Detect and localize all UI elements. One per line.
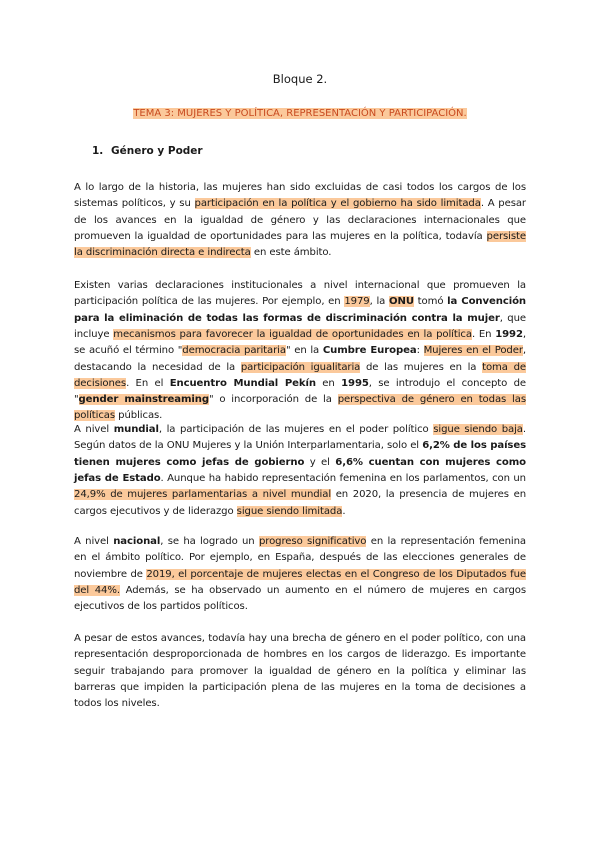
bold-text: 6,2% de los países tienen mujeres como jefas de gobierno (74, 440, 526, 468)
text-segment: en 2020, la presencia de mujeres en cargos ejecutivos y de liderazgo (74, 489, 527, 517)
text-segment: , se introdujo el concepto de " (74, 377, 527, 406)
text-segment: A nivel (74, 536, 114, 548)
block-title: Bloque 2. (272, 72, 328, 86)
text-segment: en (315, 377, 342, 389)
text-segment: , la participación de las mujeres en el poder político (158, 424, 434, 436)
highlighted-text: mecanismos para favorecer la igualdad de oportunidades en la política (113, 328, 472, 340)
section-title: Género y Poder (111, 145, 203, 157)
highlighted-text: progreso significativo (258, 536, 367, 548)
highlighted-text: participación en la política y el gobierno ha sido limitada (194, 198, 481, 210)
highlighted-text: ONU (389, 296, 414, 308)
bold-text: 1992 (495, 328, 523, 340)
bold-text: 1995 (341, 377, 369, 389)
highlighted-text: toma de decisiones (74, 361, 526, 389)
text-segment: Existen varias declaraciones institucionales a nivel internacional que promueven la participación política de las mujeres. Por ejemplo, en (74, 280, 526, 308)
highlighted-text: persiste la discriminación directa e indirecta (74, 230, 526, 259)
text-segment: . Según datos de la ONU Mujeres y la Unión Interparlamentaria, solo el (74, 424, 526, 452)
highlighted-text: democracia paritaria (182, 345, 286, 357)
highlighted-text: participación igualitaria (240, 361, 361, 373)
highlighted-text: 1979 (344, 296, 370, 308)
paragraph-1 (74, 180, 526, 261)
highlighted-text: perspectiva de género en todas las políticas (74, 394, 526, 422)
text-segment: Además, se ha observado un aumento en el número de mujeres en cargos ejecutivos de los partidos políticos. (74, 584, 526, 613)
text-segment: . (342, 505, 346, 517)
bold-text: 6,6% cuentan con mujeres como jefas de Estado (74, 456, 526, 484)
text-segment: . Aunque ha habido representación femenina en los parlamentos, con un (160, 472, 526, 484)
text-segment: A nivel (74, 424, 114, 436)
text-segment: . En el (126, 377, 170, 389)
bold-text: mundial (113, 424, 159, 436)
text-segment: A pesar de estos avances, todavía hay una brecha de género en el poder político, con una representación desproporcionada de hombres en los cargos de liderazgo. Es importante seguir trabajando para promover la igualdad de género en la política y eliminar las barreras que impiden la participación plena de las mujeres en la toma de decisiones a todos los niveles. (74, 633, 526, 710)
highlighted-text: 24,9% de mujeres parlamentarias a nivel mundial (74, 489, 332, 501)
highlighted-text: 2019, el porcentaje de mujeres electas en el Congreso de los Diputados fue del 44%. (74, 568, 526, 596)
text-segment: " en la (285, 345, 323, 357)
bold-text: Cumbre Europea (322, 345, 417, 357)
paragraph-3 (74, 422, 526, 520)
text-segment: de las mujeres en la (360, 361, 483, 373)
highlighted-text: gender mainstreaming (78, 394, 209, 406)
theme-title-text: TEMA 3: MUJERES Y POLÍTICA, REPRESENTACIÓN Y PARTICIPACIÓN. (133, 108, 467, 119)
text-segment: . En (471, 328, 496, 340)
text-segment: . A pesar de los avances en la igualdad de género y las declaraciones internacionales que promueven la igualdad de oportunidades para las mujeres en la política, todavía (74, 198, 526, 242)
text-segment: , destacando la necesidad de la (74, 345, 526, 373)
text-segment: y el (304, 456, 336, 468)
bold-text: la Convención para la eliminación de todas las formas de discriminación contra la mujer (74, 296, 526, 324)
text-segment: A lo largo de la historia, las mujeres han sido excluidas de casi todos los cargos de los sistemas políticos, y su (74, 182, 526, 210)
text-segment: en la representación femenina en el ámbito político. Por ejemplo, en España, después de las elecciones generales de noviembre de (74, 536, 526, 580)
highlighted-text: sigue siendo limitada (236, 505, 343, 517)
theme-title (0, 108, 600, 119)
text-segment: , que incluye (74, 312, 526, 340)
text-segment: : (416, 345, 424, 357)
paragraph-2 (74, 278, 526, 425)
text-segment: , la (369, 296, 389, 308)
text-segment: " o incorporación de la (208, 394, 338, 406)
highlighted-text: Mujeres en el Poder (423, 345, 523, 357)
text-segment: públicas. (115, 410, 163, 422)
highlighted-text: sigue siendo baja (433, 424, 523, 436)
text-segment: en este ámbito. (250, 247, 332, 259)
text-segment: , se ha logrado un (160, 536, 259, 548)
text-segment: , se acuñó el término " (74, 328, 526, 357)
paragraph-4 (74, 534, 526, 615)
section-number: 1. (92, 145, 104, 157)
paragraph-5 (74, 631, 526, 712)
text-segment: tomó (413, 296, 448, 308)
section-heading (92, 145, 203, 157)
bold-text: Encuentro Mundial Pekín (169, 377, 316, 389)
bold-text: nacional (113, 536, 161, 548)
